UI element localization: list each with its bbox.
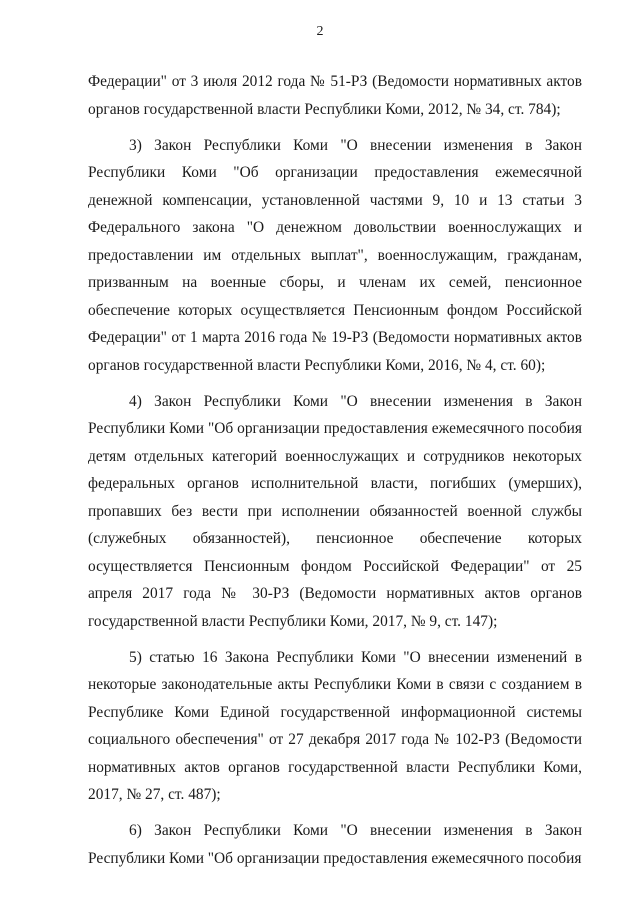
paragraph-item-3: 3) Закон Республики Коми "О внесении изменения в Закон Республики Коми "Об организации предоставления ежемесячной денежной компенсации, установленной частями 9, 10 и 13 статьи 3 Федерального закона "О денежном довольствии военнослужащих и предоставлении им отдельных выплат", военнослужащим, гражданам, призванным на военные сборы, и членам их семей, пенсионное обеспечение которых осуществляется Пенсионным фондом Российской Федерации" от 1 марта 2016 года № 19-РЗ (Ведомости нормативных актов органов государственной власти Республики Коми, 2016, № 4, ст. 60);	[88, 136, 582, 374]
paragraph-item-5: 5) статью 16 Закона Республики Коми "О внесении изменений в некоторые законодательные акты Республики Коми в связи с созданием в Республике Коми Единой государственной информационной системы социального обеспечения" от 27 декабря 2017 года № 102-РЗ (Ведомости нормативных актов органов государственной власти Республики Коми, 2017, № 27, ст. 487);	[88, 648, 582, 803]
page-number: 2	[316, 24, 324, 39]
paragraph-continuation: Федерации" от 3 июля 2012 года № 51-РЗ (Ведомости нормативных актов органов государственной власти Республики Коми, 2012, № 34, ст. 784);	[88, 73, 582, 118]
paragraph-item-4: 4) Закон Республики Коми "О внесении изменения в Закон Республики Коми "Об организации предоставления ежемесячного пособия детям отдельных категорий военнослужащих и сотрудников некоторых федеральных органов исполнительной власти, погибших (умерших), пропавших без вести при исполнении обязанностей военной службы (служебных обязанностей), пенсионное обеспечение которых осуществляется Пенсионным фондом Российской Федерации" от 25 апреля 2017 года № 30-РЗ (Ведомости нормативных актов органов государственной власти Республики Коми, 2017, № 9, ст. 147);	[88, 392, 582, 630]
paragraph-item-6: 6) Закон Республики Коми "О внесении изменения в Закон Республики Коми "Об организации предоставления ежемесячного пособия	[88, 822, 582, 867]
document-body	[88, 68, 582, 872]
